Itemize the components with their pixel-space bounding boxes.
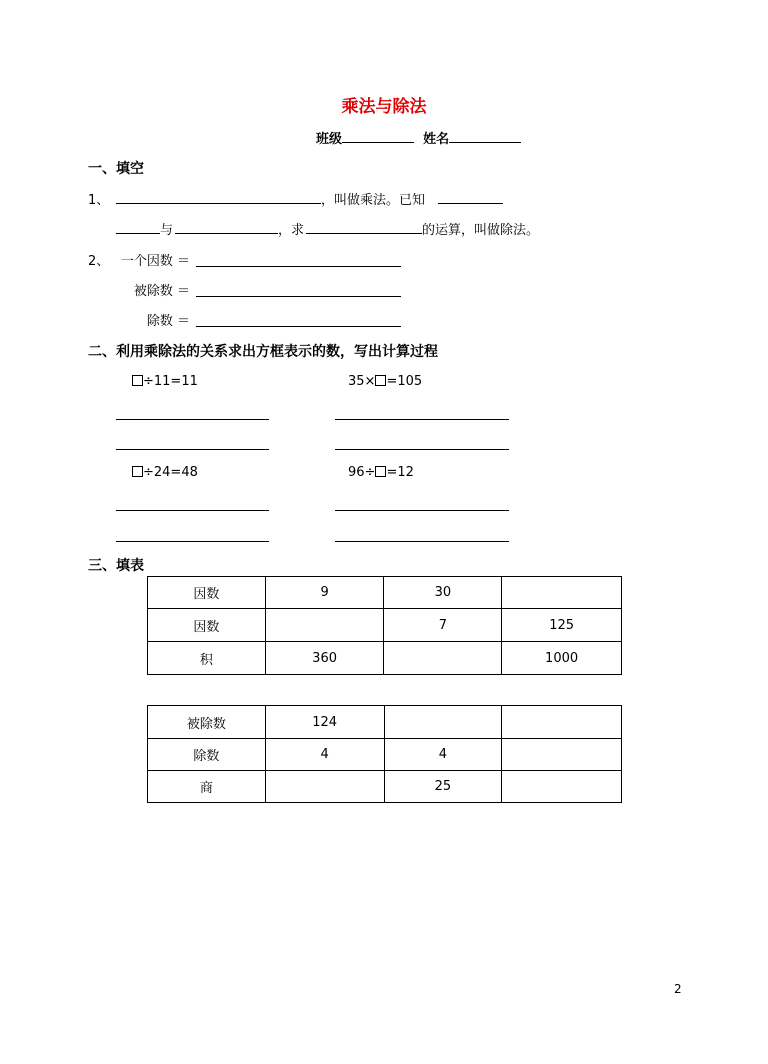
q1-number: 1、 [88, 193, 110, 208]
class-blank[interactable] [342, 128, 414, 143]
row-header: 商 [148, 771, 266, 803]
q1-text-a: ，叫做乘法。已知 [321, 193, 426, 208]
answer-box [375, 375, 386, 386]
work-line[interactable] [116, 510, 269, 511]
table-cell[interactable]: 25 [384, 771, 502, 803]
work-line[interactable] [335, 449, 509, 450]
table-cell[interactable] [265, 609, 384, 642]
problem-2: 35× =105 [348, 374, 423, 389]
q2-blank-2[interactable] [196, 296, 401, 297]
q1-blank-2[interactable] [438, 203, 503, 204]
work-line[interactable] [116, 449, 269, 450]
table-cell[interactable]: 9 [265, 577, 384, 609]
table-cell[interactable] [384, 706, 502, 739]
section3-heading: 三、填表 [88, 558, 144, 574]
work-line[interactable] [335, 419, 509, 420]
table-cell[interactable]: 30 [384, 577, 502, 609]
table-cell[interactable]: 4 [265, 739, 384, 771]
table-cell[interactable]: 125 [502, 609, 622, 642]
q2-number: 2、 [88, 254, 110, 269]
q1-text-d: 的运算，叫做除法。 [422, 223, 540, 238]
row-header: 因数 [148, 609, 266, 642]
table-cell[interactable] [502, 771, 622, 803]
table-cell[interactable] [502, 706, 622, 739]
q1-blank-3[interactable] [116, 233, 160, 234]
table-cell[interactable] [502, 577, 622, 609]
row-header: 被除数 [148, 706, 266, 739]
work-line[interactable] [335, 510, 509, 511]
q1-blank-1[interactable] [116, 203, 321, 204]
q2-blank-1[interactable] [196, 266, 401, 267]
q2-row-label: 被除数 ＝ [133, 284, 190, 299]
table-cell[interactable] [384, 642, 502, 675]
q1-text-c: ，求 [278, 223, 305, 238]
q2-blank-3[interactable] [196, 326, 401, 327]
q1-blank-5[interactable] [306, 233, 422, 234]
table-cell[interactable]: 4 [384, 739, 502, 771]
table-cell[interactable] [502, 739, 622, 771]
table-cell[interactable] [265, 771, 384, 803]
answer-box [375, 466, 386, 477]
q1-blank-4[interactable] [175, 233, 278, 234]
q2-row-label: 一个因数 ＝ [120, 254, 190, 269]
name-label: 姓名 [423, 132, 450, 147]
problem-3: ÷24=48 [132, 465, 198, 480]
division-table [147, 705, 622, 803]
problem-1: ÷11=11 [132, 374, 198, 389]
work-line[interactable] [116, 419, 269, 420]
page-title: 乘法与除法 [341, 97, 427, 117]
table-cell[interactable]: 7 [384, 609, 502, 642]
section2-heading: 二、利用乘除法的关系求出方框表示的数，写出计算过程 [88, 344, 438, 360]
work-line[interactable] [116, 541, 269, 542]
section1-heading: 一、填空 [88, 161, 144, 177]
table-cell[interactable]: 1000 [502, 642, 622, 675]
multiplication-table [147, 576, 622, 675]
page-number: 2 [674, 982, 682, 996]
q2-row-label: 除数 ＝ [146, 314, 190, 329]
table-cell[interactable]: 360 [265, 642, 384, 675]
row-header: 因数 [148, 577, 266, 609]
answer-box [132, 375, 143, 386]
class-label: 班级 [316, 132, 343, 147]
row-header: 积 [148, 642, 266, 675]
problem-4: 96÷ =12 [348, 465, 414, 480]
row-header: 除数 [148, 739, 266, 771]
table-cell[interactable]: 124 [265, 706, 384, 739]
answer-box [132, 466, 143, 477]
student-info [316, 128, 521, 147]
name-blank[interactable] [449, 128, 521, 143]
work-line[interactable] [335, 541, 509, 542]
q1-text-b: 与 [160, 223, 174, 238]
